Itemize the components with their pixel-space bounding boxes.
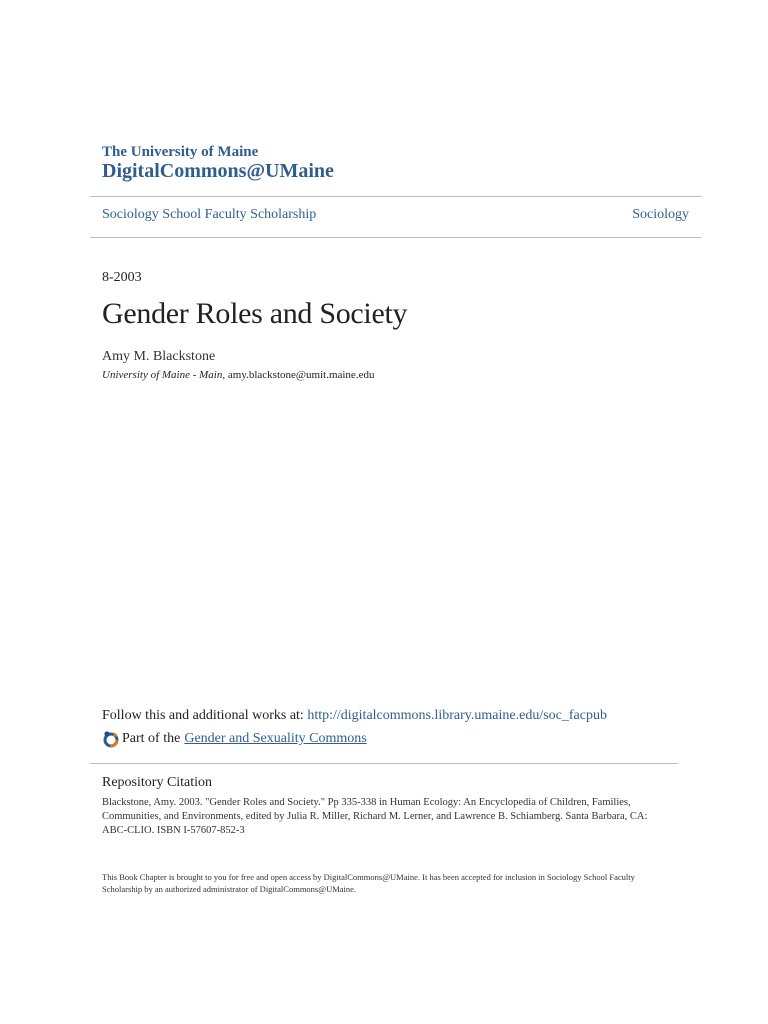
author-affiliation xyxy=(102,369,374,381)
access-notice: This Book Chapter is brought to you for free and open access by DigitalCommons@UMaine. It has been accepted for inclusion in Sociology School Faculty Scholarship by an authorized administrator of DigitalCommons@UMaine. xyxy=(102,872,635,894)
follow-line xyxy=(102,708,607,724)
follow-label: Follow this and additional works at: xyxy=(102,708,308,723)
nav-divider xyxy=(90,237,701,238)
citation-divider xyxy=(90,763,678,764)
citation-text: Blackstone, Amy. 2003. "Gender Roles and Society." Pp 335-338 in Human Ecology: An Encyclopedia of Children, Families, Communities, and Environments, edited by Julia R. Miller, Richard M. Lerner, and Lawrence B. Schiamberg. Santa Barbara, CA: ABC-CLIO. ISBN I-57607-852-3 xyxy=(102,797,648,836)
author-name: Amy M. Blackstone xyxy=(102,349,216,364)
university-name: The University of Maine xyxy=(102,144,259,160)
commons-network-icon xyxy=(102,730,120,748)
author-email: , amy.blackstone@umit.maine.edu xyxy=(222,369,375,381)
department-link[interactable]: Sociology xyxy=(632,207,689,222)
citation-heading: Repository Citation xyxy=(102,775,213,790)
commons-link[interactable]: Gender and Sexuality Commons xyxy=(184,731,367,746)
affiliation-institution: University of Maine - Main xyxy=(102,369,223,381)
collection-url-link[interactable]: http://digitalcommons.library.umaine.edu/soc_facpub xyxy=(307,708,607,723)
top-divider xyxy=(90,196,701,197)
article-title: Gender Roles and Society xyxy=(102,297,408,330)
repository-name[interactable]: DigitalCommons@UMaine xyxy=(102,160,334,182)
publication-date: 8-2003 xyxy=(102,270,142,285)
series-link[interactable]: Sociology School Faculty Scholarship xyxy=(102,207,317,222)
part-of-line xyxy=(102,730,367,748)
part-of-label: Part of the xyxy=(122,731,181,746)
